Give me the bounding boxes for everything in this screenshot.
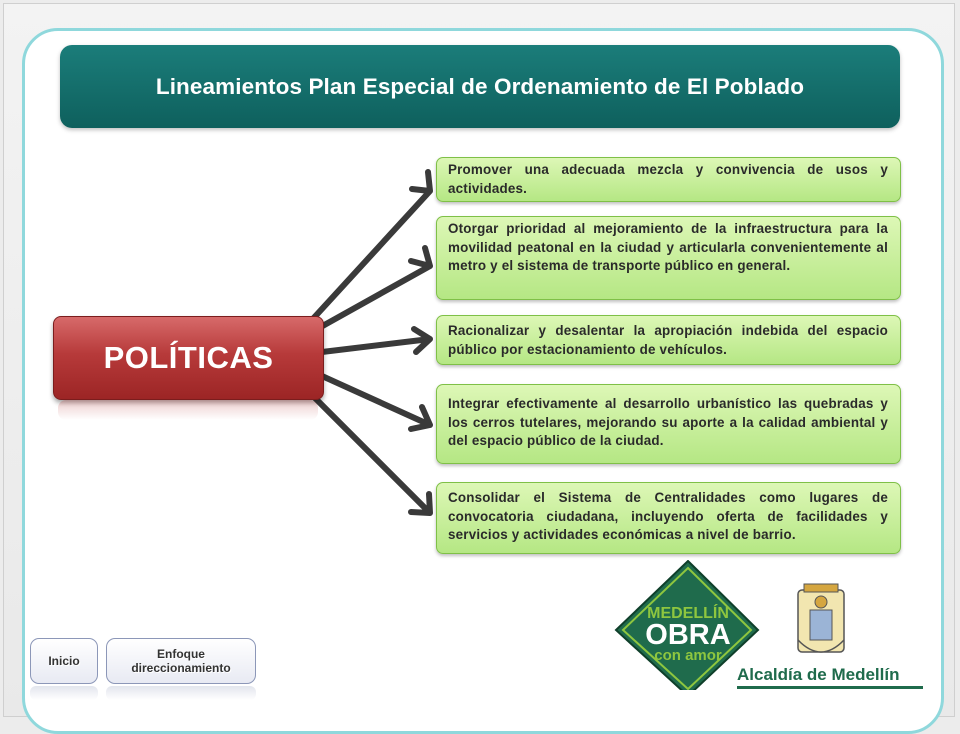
politicas-node — [53, 316, 324, 400]
alcaldia-text: Alcaldía de Medellín — [737, 665, 900, 684]
medellin-logo — [612, 560, 932, 690]
arrow-5 — [310, 393, 430, 513]
policy-box-5: Consolidar el Sistema de Centralidades como lugares de convocatoria ciudadana, incluyendo oferta de facilidades y servicios y actividades económicas a nivel de barrio. — [436, 482, 901, 554]
logos — [612, 560, 932, 690]
logo-text-obra: OBRA — [645, 619, 731, 651]
policy-box-2: Otorgar prioridad al mejoramiento de la infraestructura para la movilidad peatonal en la ciudad y articularla convenientemente al metro y el sistema de transporte público en general. — [436, 216, 901, 300]
inicio-reflection — [30, 686, 98, 700]
logo-text-con-amor: con amor — [654, 647, 722, 664]
arrow-3 — [322, 329, 430, 352]
alcaldia-underline — [737, 686, 923, 689]
enfoque-label — [131, 647, 230, 675]
policy-box-3: Racionalizar y desalentar la apropiación indebida del espacio público por estacionamiento de vehículos. — [436, 315, 901, 365]
enfoque-button[interactable] — [106, 638, 256, 684]
policy-box-4: Integrar efectivamente al desarrollo urbanístico las quebradas y los cerros tutelares, mejorando su aporte a la calidad ambiental y del espacio público de la ciudad. — [436, 384, 901, 464]
inicio-label: Inicio — [48, 654, 80, 668]
coat-of-arms-icon — [798, 584, 844, 652]
enfoque-label-line1: Enfoque — [156, 647, 205, 661]
page-title: Lineamientos Plan Especial de Ordenamiento de El Poblado — [155, 73, 805, 99]
politicas-label: POLÍTICAS — [103, 340, 274, 375]
inicio-button[interactable] — [30, 638, 98, 684]
logo-text-medellin: MEDELLÍN — [647, 605, 729, 622]
politicas-reflection — [58, 400, 318, 420]
enfoque-label-line2: direccionamiento — [131, 661, 231, 675]
policy-box-1: Promover una adecuada mezcla y convivencia de usos y actividades. — [436, 157, 901, 202]
enfoque-reflection — [106, 686, 256, 700]
